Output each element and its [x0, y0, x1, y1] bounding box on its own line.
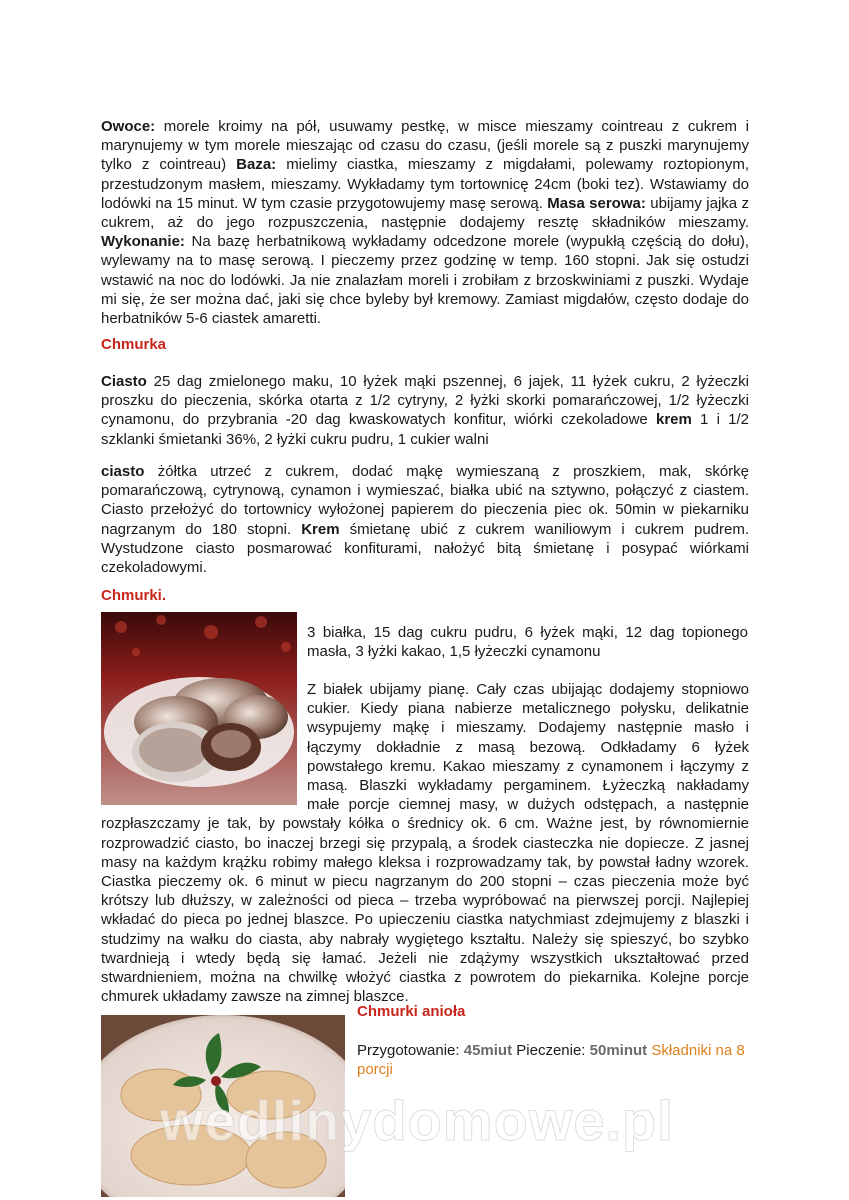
label-wykonanie: Wykonanie: — [101, 233, 185, 251]
label-krem: krem — [655, 411, 692, 429]
label-baza: Baza: — [236, 156, 277, 174]
label-krem-method: Krem — [301, 520, 340, 538]
text: ubijamy jajka z cukrem, aż do jego rozpuszczenia, następnie dodajemy resztę składników mieszamy. — [101, 194, 749, 232]
chmurki-ingredients-paragraph: 3 białka, 15 dag cukru pudru, 6 łyżek mąki, 12 dag topionego masła, 3 łyżki kakao, 1,5 łyżeczki cynamonu — [307, 624, 748, 661]
text: Na bazę herbatnikową wykładamy odcedzone morele (wypukłą częścią do dołu), wylewamy na to masę serową. I pieczemy przez godzinę w temp. 160 stopni. Jak się ostudzi wstawić na noc do lodówki. Ja nie znalazłam moreli i zrobiłam z brzoskwiniami z puszki. Wydaje mi się, że ser można dać, jaki się chce byleby był kremowy. Zamiast migdałów, często dodaje do herbatników 5-6 ciastek amaretti. — [101, 233, 749, 328]
text: morele kroimy na pół, usuwamy pestkę, w misce mieszamy cointreau z cukrem i marynujemy w tym morele mieszając od czasu do czasu, (jeśli morele są z puszki marynujemy tylko z cointreau) — [101, 118, 749, 174]
chmurka-ingredients-paragraph — [101, 372, 749, 449]
chmurki-ingredients — [307, 623, 748, 661]
label-ciasto-method: ciasto — [101, 463, 145, 480]
chmurka-method-paragraph — [101, 462, 749, 577]
label-ciasto: Ciasto — [101, 373, 147, 390]
text: żółtka utrzeć z cukrem, dodać mąkę wymieszaną z proszkiem, mak, skórkę pomarańczową, cytrynową, cynamon i wymieszać, białka ubić na sztywno, połączyć z ciastem. Ciasto przełożyć do tortownicy wyłożonej papierem do pieczenia piec ok. 50min w piekarniku nagrzanym do 180 stopni. — [101, 463, 749, 538]
prep-label: Przygotowanie: — [357, 1042, 460, 1059]
intro-paragraph — [101, 117, 749, 328]
chmurka-method — [101, 462, 749, 577]
heading-chmurki: Chmurki. — [101, 587, 167, 604]
label-masa-serowa: Masa serowa: — [547, 194, 646, 212]
text: 1 i 1/2 szklanki śmietanki 36%, 2 łyżki cukru pudru, 1 cukier walni — [101, 411, 750, 448]
prep-value: 45miut — [463, 1042, 513, 1059]
watermark: wedlinydomowe.pl — [160, 1089, 674, 1152]
intro-recipe — [101, 117, 749, 328]
ingredients-link[interactable]: Składniki na 8 porcji — [357, 1042, 745, 1079]
heading-chmurka: Chmurka — [101, 336, 167, 353]
label-owoce: Owoce: — [101, 118, 156, 135]
meta-line — [357, 1041, 749, 1079]
bake-value: 50minut — [589, 1042, 648, 1059]
image-spacer — [101, 680, 297, 811]
chmurki-method — [101, 680, 749, 1006]
text: Z białek ubijamy pianę. Cały czas ubijając dodajemy stopniowo cukier. Kiedy piana nabierze metalicznego połysku, delikatnie wsypujemy mąkę i mieszamy. Dodajemy następnie masło i łączymy dokładnie z masą bezową. Odkładamy 6 łyżek powstałego kremu. Kakao mieszamy z cynamonem i łączymy z masą. Blaszki wykładamy pergaminem. Łyżeczką nakładamy małe porcje ciemnej masy, w dużych odstępach, a następnie rozpłaszczamy je tak, by powstały kółka o średnicy ok. 6 cm. Ważne jest, by równomiernie rozprowadzić ciasto, bo inaczej brzegi się przypalą, a środek ciasteczka nie dopiecze. Z jasnej masy na każdym krążku robimy małego kleksa i rozprowadzamy tak, by powstał ładny wzorek. Ciastka pieczemy ok. 6 minut w piecu nagrzanym do 200 stopni – czas pieczenia może być krótszy lub dłuższy, w zależności od pieca – trzeba wypróbować na pierwszej porcji. Najlepiej wkładać do pieca po jednej blaszce. Po upieczeniu ciastka natychmiast zdejmujemy z blaszki i studzimy na wałku do ciasta, aby nabrały wygiętego kształtu. Należy się spieszyć, bo szybko twardnieją i wtedy będą się łamać. Jeżeli nie zdążymy wszystkich ukształtować przed stwardnieniem, można na chwilkę włożyć ciastka z powrotem do piekarnika. Kolejne porcje chmurek układamy zawsze na zimnej blaszce. — [101, 681, 749, 1006]
chmurki-aniola-meta — [357, 1041, 749, 1079]
text: 25 dag zmielonego maku, 10 łyżek mąki pszennej, 6 jajek, 11 łyżek cukru, 2 łyżeczki proszku do pieczenia, skórka otarta z 1/2 cytryny, 2 łyżki skorki pomarańczowej, 1/2 łyżeczki cynamonu, do przybrania -20 dag kwaskowatych konfitur, wiórki czekoladowe — [101, 373, 749, 429]
chmurka-ingredients — [101, 372, 749, 449]
text: śmietanę ubić z cukrem waniliowym i cukrem pudrem. Wystudzone ciasto posmarować konfiturami, nałożyć bitą śmietanę i posypać wiórkami czekoladowymi. — [101, 520, 750, 577]
text: mielimy ciastka, mieszamy z migdałami, polewamy roztopionym, przestudzonym masłem, mieszamy. Wykładamy tym tortownicę 24cm (boki tez). Wstawiamy do lodówki na 15 minut. W tym czasie przygotowujemy masę serową. — [101, 156, 749, 212]
heading-chmurki-aniola: Chmurki anioła — [357, 1003, 466, 1020]
bake-label: Pieczenie: — [516, 1042, 586, 1059]
